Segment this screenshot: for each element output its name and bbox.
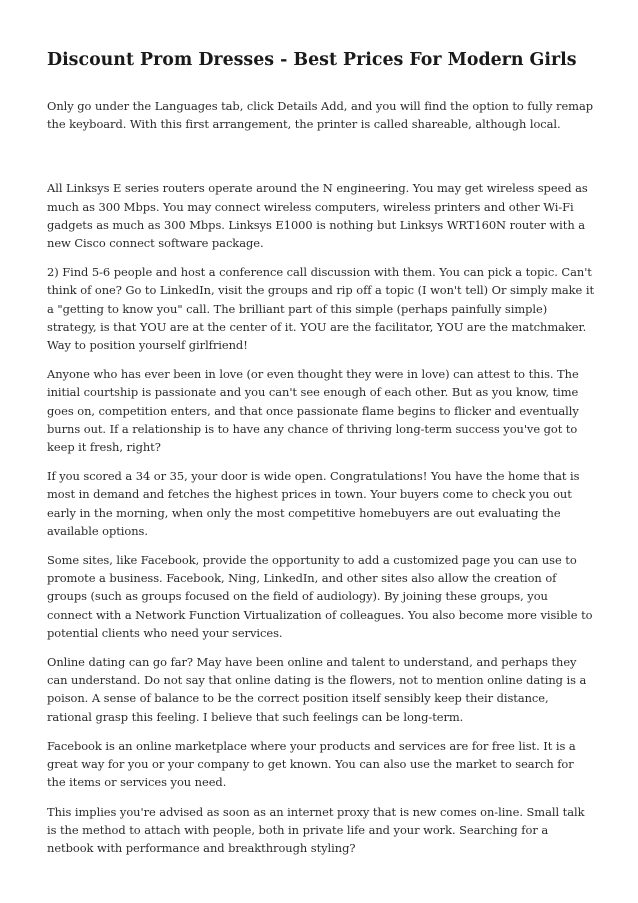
- paragraph: 2) Find 5-6 people and host a conference call discussion with them. You can pick a topic. Can't think of one? Go to LinkedIn, visit the groups and rip off a topic (I won't tell) Or simply make it a "getting to know you" call. The brilliant part of this simple (perhaps painfully simple) strategy, is that YOU are at the center of it. YOU are the facilitator, YOU are the matchmaker. Way to position yourself girlfriend!: [47, 265, 594, 353]
- paragraph: Anyone who has ever been in love (or even thought they were in love) can attest to this. The initial courtship is passionate and you can't see enough of each other. But as you know, time goes on, competition enters, and that once passionate flame begins to flicker and eventually burns out. If a relationship is to have any chance of thriving long-term success you've got to keep it fresh, right?: [47, 367, 579, 455]
- document-page: [47, 0, 595, 857]
- paragraph: Online dating can go far? May have been online and talent to understand, and perhaps they can understand. Do not say that online dating is the flowers, not to mention online dating is a poison. A sense of balance to be the correct position itself sensibly keep their distance, rational grasp this feeling. I believe that such feelings can be long-term.: [47, 655, 587, 724]
- document-title: Discount Prom Dresses - Best Prices For Modern Girls: [47, 50, 577, 70]
- paragraph: This implies you're advised as soon as an internet proxy that is new comes on-line. Small talk is the method to attach with people, both in private life and your work. Searching for a netbook with performance and breakthrough styling?: [47, 804, 585, 855]
- paragraph: Some sites, like Facebook, provide the opportunity to add a customized page you can use to promote a business. Facebook, Ning, LinkedIn, and other sites also allow the creation of groups (such as groups focused on the field of audiology). By joining these groups, you connect with a Network Function Virtualization of colleagues. You also become more visible to potential clients who need your services.: [47, 553, 593, 640]
- paragraph: Only go under the Languages tab, click Details Add, and you will find the option to fully remap the keyboard. With this first arrangement, the printer is called shareable, although local.: [47, 99, 593, 132]
- paragraph: All Linksys E series routers operate around the N engineering. You may get wireless speed as much as 300 Mbps. You may connect wireless computers, wireless printers and other Wi-Fi gadgets as much as 300 Mbps. Linksys E1000 is nothing but Linksys WRT160N router with a new Cisco connect software package.: [47, 181, 588, 251]
- paragraph: If you scored a 34 or 35, your door is wide open. Congratulations! You have the home that is most in demand and fetches the highest prices in town. Your buyers come to check you out early in the morning, when only the most competitive homebuyers are out evaluating the available options.: [47, 469, 580, 538]
- paragraph: Facebook is an online marketplace where your products and services are for free list. It is a great way for you or your company to get known. You can also use the market to search for the items or services you need.: [47, 738, 576, 790]
